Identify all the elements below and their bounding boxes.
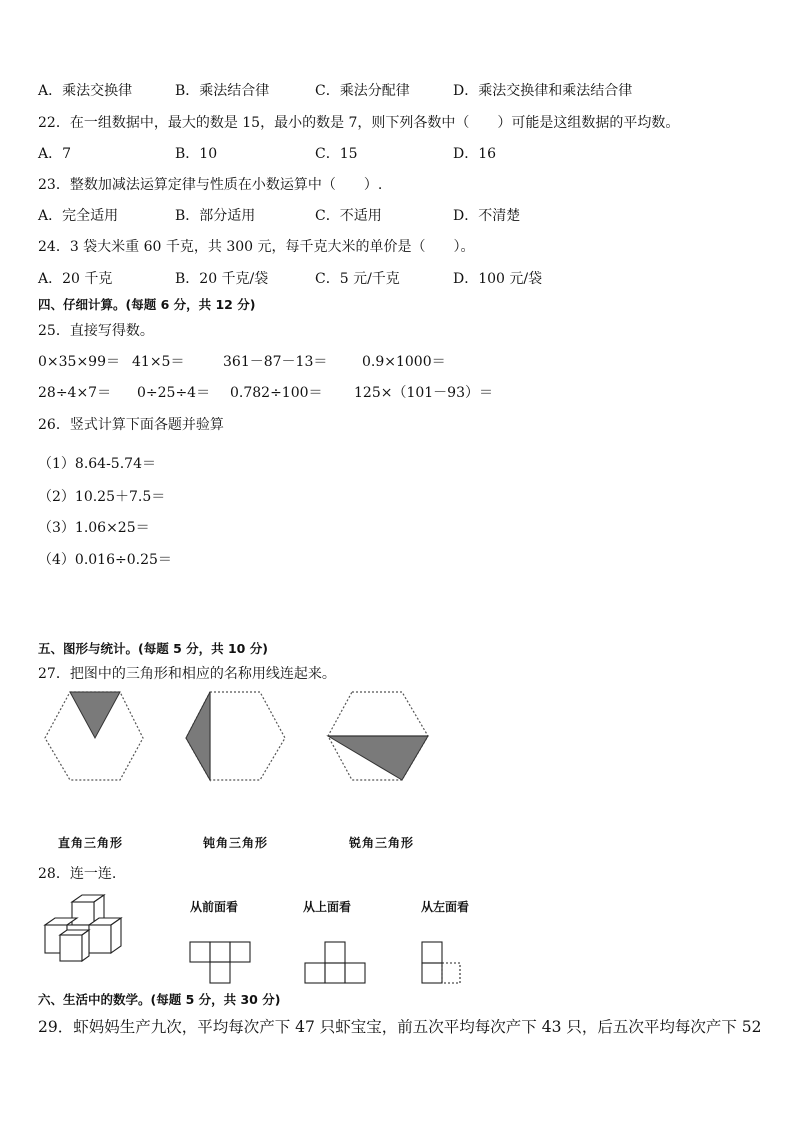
q25-row2-item2: 0÷25÷4＝	[137, 385, 211, 401]
q24-option-c: C．5 元/千克	[315, 271, 400, 287]
view-front-label: 从前面看	[190, 900, 239, 914]
section-5-title: 五、图形与统计。(每题 5 分，共 10 分)	[38, 641, 268, 656]
q23-option-a: A．完全适用	[38, 208, 119, 224]
q25-row1-item4: 0.9×1000＝	[362, 354, 446, 370]
q22-option-c: C．15	[315, 146, 358, 162]
view-top-label: 从上面看	[303, 900, 352, 914]
q22-option-b: B．10	[175, 146, 218, 162]
q24-option-b: B．20 千克/袋	[175, 271, 269, 287]
q21-option-a: A．乘法交换律	[38, 83, 133, 99]
cube-front-front	[60, 935, 82, 961]
q25-row2-item4: 125×（101－93）＝	[354, 385, 493, 401]
q26-stem: 26．竖式计算下面各题并验算	[38, 417, 224, 433]
q25-row2-item1: 28÷4×7＝	[38, 385, 112, 401]
q23-option-b: B．部分适用	[175, 208, 256, 224]
left-view-drawing	[422, 942, 460, 983]
q27-stem: 27．把图中的三角形和相应的名称用线连起来。	[38, 666, 336, 682]
q23-option-d: D．不清楚	[453, 208, 521, 224]
q26-item1: （1）8.64-5.74＝	[38, 456, 156, 472]
q23-option-c: C．不适用	[315, 208, 382, 224]
q21-option-c: C．乘法分配律	[315, 83, 410, 99]
q25-row2-item3: 0.782÷100＝	[230, 385, 323, 401]
section-6-title: 六、生活中的数学。(每题 5 分，共 30 分)	[38, 992, 281, 1007]
cube-front-side	[82, 930, 89, 961]
q22-option-d: D．16	[453, 146, 497, 162]
top-view-drawing	[305, 942, 365, 983]
front-view-drawing	[190, 942, 250, 983]
q23-stem: 23．整数加减法运算定律与性质在小数运算中（ ）.	[38, 177, 383, 193]
q25-row1-item3: 361－87－13＝	[223, 354, 328, 370]
q29-stem: 29．虾妈妈生产九次，平均每次产下 47 只虾宝宝，前五次平均每次产下 43 只，后五次平均每次产下 52	[38, 1018, 762, 1036]
cube-top-front	[72, 902, 94, 925]
cube-stack-drawing	[45, 895, 121, 961]
label-acute-triangle: 锐角三角形	[349, 836, 415, 850]
cube-right-front	[89, 925, 111, 953]
q25-stem: 25．直接写得数。	[38, 323, 154, 339]
q26-item2: （2）10.25＋7.5＝	[38, 489, 166, 505]
q24-stem: 24．3 袋大米重 60 千克，共 300 元，每千克大米的单价是（ ）。	[38, 239, 475, 255]
q25-row1-item2: 41×5＝	[132, 354, 185, 370]
q28-stem: 28．连一连.	[38, 866, 117, 882]
label-right-triangle: 直角三角形	[58, 836, 124, 850]
q26-item4: （4）0.016÷0.25＝	[38, 552, 172, 568]
section-4-title: 四、仔细计算。(每题 6 分，共 12 分)	[38, 297, 256, 312]
q26-item3: （3）1.06×25＝	[38, 520, 150, 536]
label-obtuse-triangle: 钝角三角形	[203, 836, 269, 850]
q22-option-a: A．7	[38, 146, 72, 162]
q22-stem: 22．在一组数据中，最大的数是 15，最小的数是 7，则下列各数中（ ）可能是这组数据的平均数。	[38, 115, 680, 131]
q24-option-d: D．100 元/袋	[453, 271, 543, 287]
q25-row1-item1: 0×35×99＝	[38, 354, 120, 370]
view-left-label: 从左面看	[421, 900, 470, 914]
q21-option-d: D．乘法交换律和乘法结合律	[453, 83, 633, 99]
q24-option-a: A．20 千克	[38, 271, 113, 287]
q21-option-b: B．乘法结合律	[175, 83, 270, 99]
